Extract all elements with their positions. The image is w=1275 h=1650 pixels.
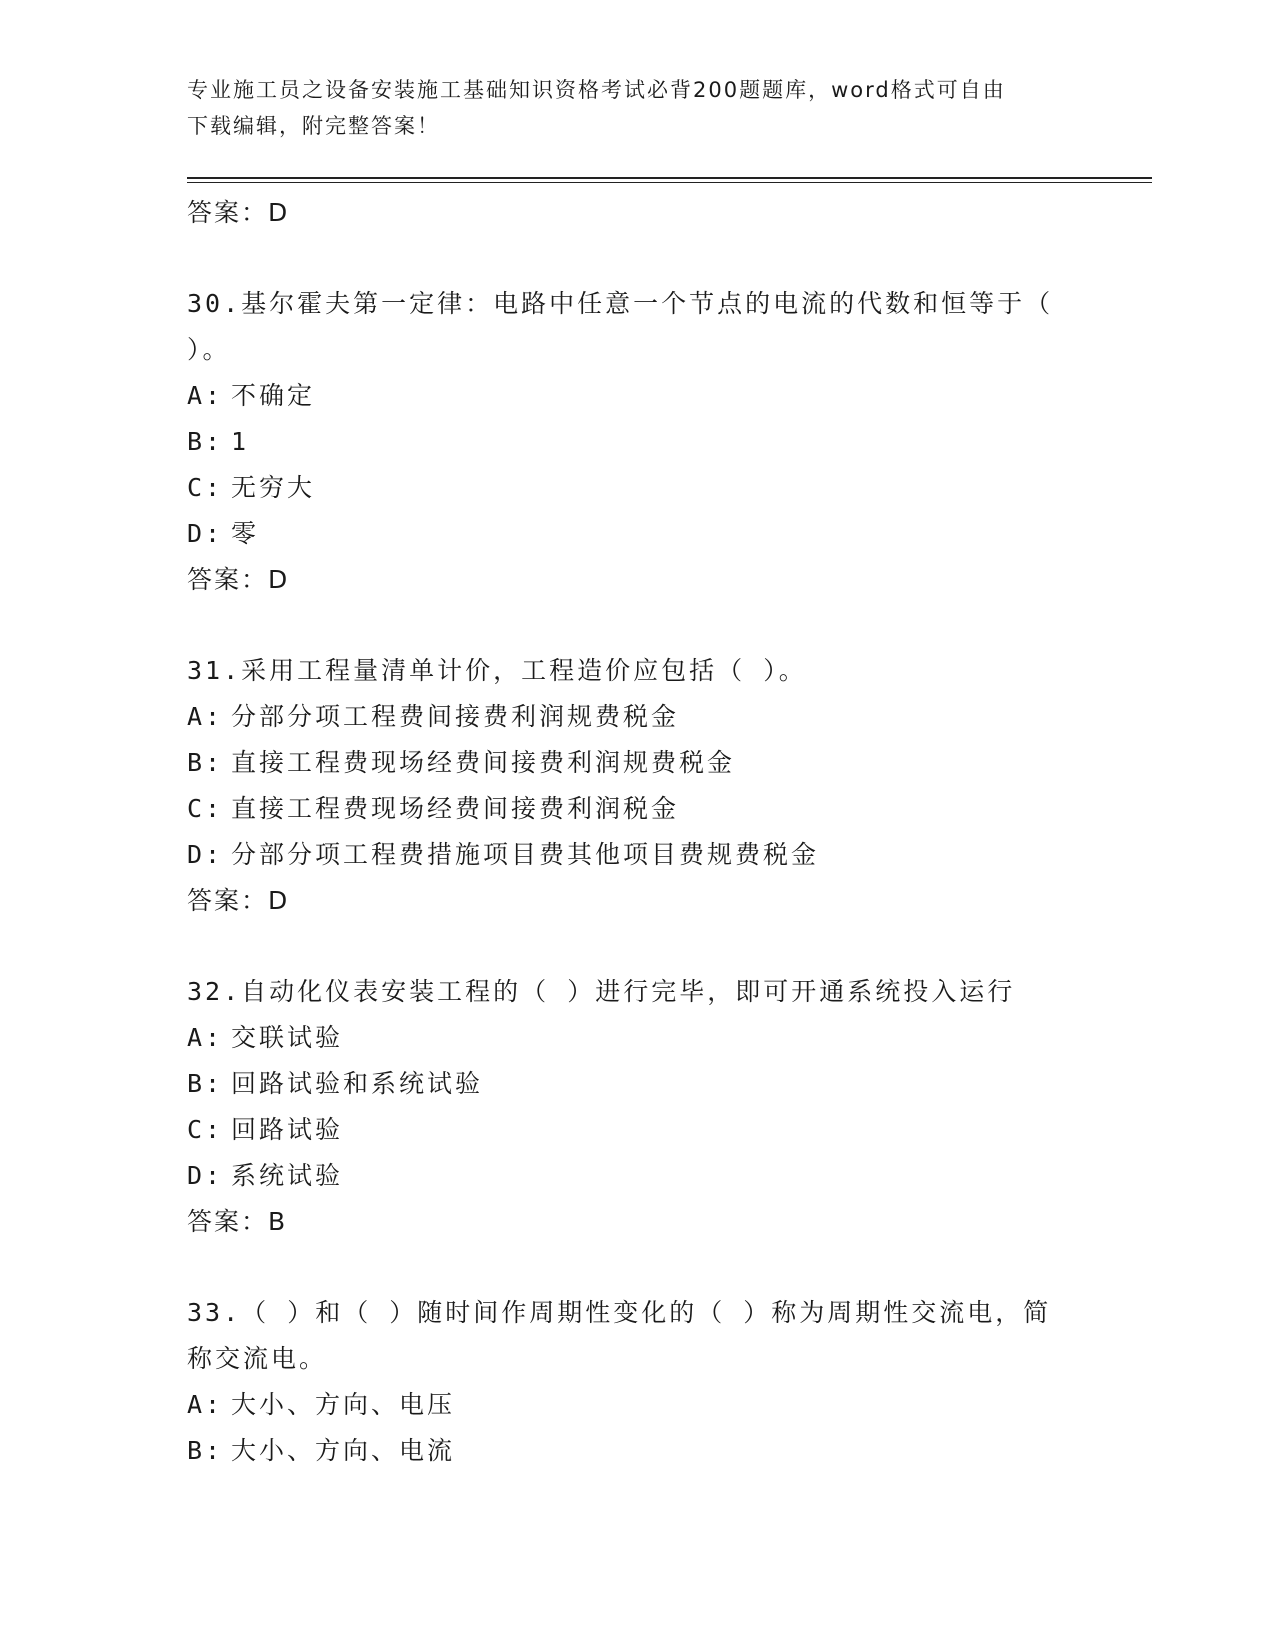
option-label: D: [187, 840, 224, 869]
option-b [187, 1061, 1087, 1107]
question-content [187, 190, 1087, 1474]
previous-question-answer: 答案：D [187, 198, 290, 227]
option-c [187, 786, 1087, 832]
question-stem-line: 33.（ ）和（ ）随时间作周期性变化的（ ）称为周期性交流电，简 [187, 1298, 1052, 1327]
option-label: A: [187, 1023, 224, 1052]
question-stem-line: ）。 [187, 335, 231, 364]
option-text: 大小、方向、电流 [231, 1436, 456, 1465]
option-label: B: [187, 748, 224, 777]
option-d [187, 832, 1087, 878]
option-text: 无穷大 [231, 473, 316, 502]
option-a [187, 1382, 1087, 1428]
option-label: C: [187, 794, 224, 823]
question-31 [187, 648, 1087, 924]
question-stem-line: 32.自动化仪表安装工程的（ ）进行完毕，即可开通系统投入运行 [187, 977, 1016, 1006]
option-label: C: [187, 1115, 224, 1144]
spacer [187, 236, 1087, 281]
question-32 [187, 969, 1087, 1245]
option-b [187, 419, 1087, 465]
option-label: A: [187, 381, 224, 410]
question-30 [187, 281, 1087, 603]
question-answer: 答案：D [187, 886, 290, 915]
option-text: 分部分项工程费间接费利润规费税金 [231, 702, 680, 731]
option-text: 大小、方向、电压 [231, 1390, 456, 1419]
option-c [187, 465, 1087, 511]
header-title-line-2: 下载编辑，附完整答案！ [187, 114, 440, 138]
option-label: B: [187, 427, 224, 456]
option-a [187, 373, 1087, 419]
question-33 [187, 1290, 1087, 1474]
option-text: 零 [231, 519, 260, 548]
option-a [187, 1015, 1087, 1061]
option-c [187, 1107, 1087, 1153]
header-divider-thin [187, 182, 1152, 183]
question-answer: 答案：D [187, 565, 290, 594]
question-stem-line: 31.采用工程量清单计价，工程造价应包括（ ）。 [187, 656, 807, 685]
option-b [187, 1428, 1087, 1474]
option-text: 直接工程费现场经费间接费利润规费税金 [231, 748, 736, 777]
option-label: C: [187, 473, 224, 502]
option-label: B: [187, 1069, 224, 1098]
spacer [187, 603, 1087, 648]
option-label: B: [187, 1436, 224, 1465]
document-header [187, 72, 1087, 144]
option-text: 交联试验 [231, 1023, 344, 1052]
header-title-line-1: 专业施工员之设备安装施工基础知识资格考试必背200题题库，word格式可自由 [187, 78, 1006, 102]
spacer [187, 924, 1087, 969]
option-b [187, 740, 1087, 786]
option-text: 回路试验和系统试验 [231, 1069, 484, 1098]
option-text: 系统试验 [231, 1161, 344, 1190]
option-label: D: [187, 519, 224, 548]
option-text: 分部分项工程费措施项目费其他项目费规费税金 [231, 840, 820, 869]
option-label: A: [187, 702, 224, 731]
question-stem-line: 30.基尔霍夫第一定律：电路中任意一个节点的电流的代数和恒等于（ [187, 289, 1054, 318]
spacer [187, 1245, 1087, 1290]
option-label: D: [187, 1161, 224, 1190]
option-a [187, 694, 1087, 740]
option-d [187, 1153, 1087, 1199]
option-text: 不确定 [231, 381, 316, 410]
option-text: 直接工程费现场经费间接费利润税金 [231, 794, 680, 823]
option-d [187, 511, 1087, 557]
option-text: 1 [231, 427, 250, 456]
option-label: A: [187, 1390, 224, 1419]
question-answer: 答案：B [187, 1207, 288, 1236]
question-stem-line: 称交流电。 [187, 1344, 328, 1373]
header-divider-thick [187, 177, 1152, 179]
option-text: 回路试验 [231, 1115, 344, 1144]
